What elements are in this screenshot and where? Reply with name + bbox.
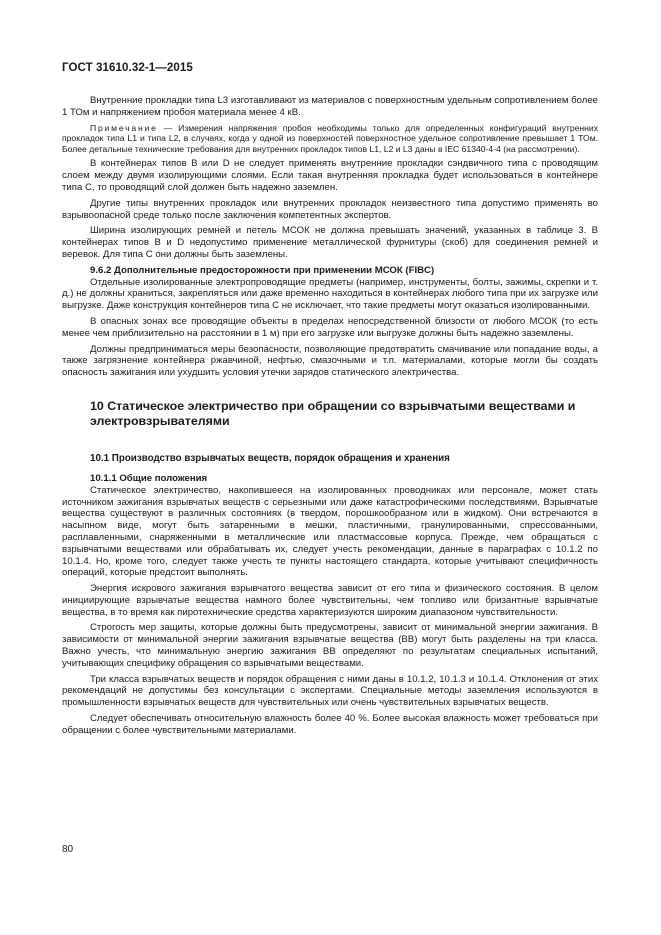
note-label: Примечание [90,122,158,133]
subsection-heading: 9.6.2 Дополнительные предосторожности при применении МСОК (FIBC) [90,264,435,276]
section-heading: 10 Статическое электричество при обращении со взрывчатыми веществами и электровзрывателями [90,398,576,428]
paragraph: Следует обеспечивать относительную влажность более 40 %. Более высокая влажность может требоваться при обращении с более чувствительными материалами. [62,713,598,736]
paragraph: Ширина изолирующих ремней и петель МСОК не должна превышать значений, указанных в таблице 3. В контейнерах типов B и D недопустимо применение металлической фурнитуры (скоб) для соединения ремней и веревок. Для типа C они должны быть заземлены. [62,225,598,260]
document-header: ГОСТ 31610.32-1—2015 [62,62,193,74]
document-body [62,95,598,741]
paragraph: Энергия искрового зажигания взрывчатого вещества зависит от его типа и физического состояния. В целом инициирующие взрывчатые вещества намного более чувствительны, чем топливо или бризантные взрывчатые вещества, в то время как пиротехнические средства характеризуются широким диапазоном чувствительности. [62,583,598,618]
subsection-heading: 10.1 Производство взрывчатых веществ, порядок обращения и хранения [90,452,450,464]
paragraph: Три класса взрывчатых веществ и порядок обращения с ними даны в 10.1.2, 10.1.3 и 10.1.4. Отклонения от этих рекомендаций не допустимы без консультации с экспертами. Специальные методы заземления используются в промышленности взрывчатых веществ для чувствительных или очень чувствительных взрывчатых веществ. [62,673,598,709]
paragraph: Отдельные изолированные электропроводящие предметы (например, инструменты, болты, зажимы, скрепки и т. д.) не должны храниться, закрепляться или даже временно находиться в контейнерах любого типа при их загрузке или выгрузке. Даже конструкция контейнеров типа C не исключает, что такие предметы могут оказаться изолированными. [62,276,598,312]
paragraph: Другие типы внутренних прокладок или внутренних прокладок неизвестного типа допустимо применять во взрывоопасной среде только после заключения компетентных экспертов. [62,197,598,221]
paragraph: Строгость мер защиты, которые должны быть предусмотрены, зависит от минимальной энергии зажигания. В зависимости от минимальной энергии зажигания взрывчатые вещества (ВВ) могут быть разделены на три класса. Важно учесть, что минимальную энергию зажигания ВВ определяют по результатам специальных испытаний, учитывающих специфику обращения со взрывчатыми веществами. [62,622,598,669]
paragraph: Внутренние прокладки типа L3 изготавливают из материалов с поверхностным удельным сопротивлением более 1 ТОм и напряжением пробоя материала менее 4 кВ. [62,95,598,118]
paragraph: В опасных зонах все проводящие объекты в пределах непосредственной близости от любого МСОК (то есть менее чем приблизительно на расстоянии в 1 м) при его загрузке или выгрузке должны быть надежно заземлены. [62,315,598,339]
paragraph: Должны предприниматься меры безопасности, позволяющие предотвратить смачивание или попадание воды, а также загрязнение контейнера ржавчиной, нефтью, смазочными и т.п. материалами, которые могли бы создать опасность зажигания или ухудшить условия утечки зарядов статического электричества. [62,343,598,379]
clause-heading: 10.1.1 Общие положения [90,472,208,484]
paragraph: В контейнерах типов B или D не следует применять внутренние прокладки сэндвичного типа с проводящим слоем между двумя изолирующими слоями. Если такая внутренняя прокладка будет использоваться в контейнере типа C, то проводящий слой должен быть надежно заземлен. [62,158,598,193]
paragraph: Статическое электричество, накопившееся на изолированных проводниках или персонале, может стать источником зажигания взрывчатых веществ с серьезными или даже катастрофическими последствиями. Взрывчатые вещества существуют в различных состояниях (в твердом, порошкообразном или в жидком). Они встречаются в насыпном виде, могут быть затаренными в мешки, пластичными, гранулированными, спрессованными, расплавленными, снаряженными в металлические или пластмассовые корпуса. Прежде, чем обращаться с взрывчатыми веществами или обрабатывать их, следует учесть рекомендации, данные в параграфах с 10.1.2 по 10.1.4. Но, кроме того, следует также учесть те пункты настоящего стандарта, которые учитывают специфичность операций, которые предстоит выполнять. [62,484,598,579]
page-number: 80 [62,844,74,855]
note-text: — Измерения напряжения пробоя необходимы только для определенных конфигураций внутренних прокладок типа L1 и типа L2, в случаях, когда у одной из поверхностей поверхностное удельное сопротивление превышает 1 ТОм. Более детальные технические требования для внутренних прокладок типов L1, L2 и L3 даны в IEC 61340-4-4 (на рассмотрении). [62,122,598,154]
note-paragraph [62,123,598,155]
